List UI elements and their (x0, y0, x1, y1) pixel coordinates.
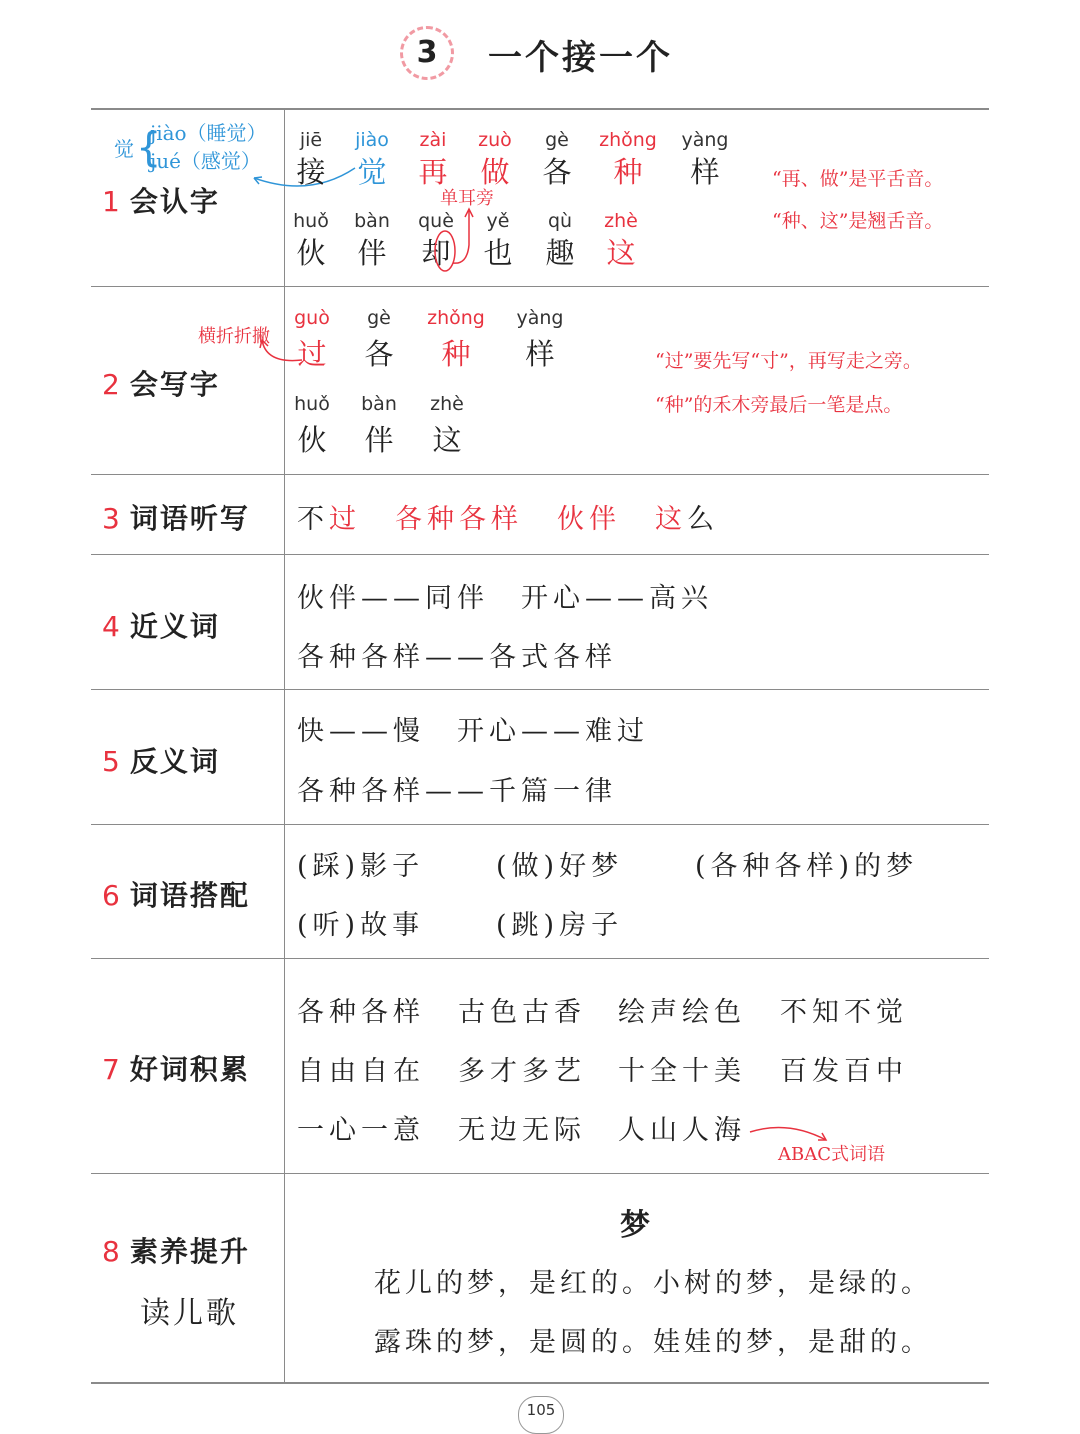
write-char-hanzi: 样 (525, 337, 555, 371)
recognize-char-hanzi: 种 (613, 155, 643, 189)
recognize-note-1: “再、做”是平舌音。 (772, 168, 944, 190)
good-word: 自由自在 (297, 1056, 425, 1087)
polyphone-char: 觉 (114, 137, 134, 161)
recognize-char-pinyin: què (418, 210, 454, 232)
polyphone-brace: { (136, 125, 162, 171)
recognize-char-pinyin: yě (486, 210, 510, 232)
rule-top (91, 108, 989, 110)
rule-bottom (91, 1382, 989, 1384)
good-word: 人山人海 (618, 1115, 746, 1146)
collocation-1: (踩)影子 (297, 851, 425, 882)
section-header-2: 2 会写字 (102, 368, 220, 401)
recognize-char-hanzi: 伙 (296, 236, 326, 270)
rule-7 (91, 1173, 989, 1174)
write-char-hanzi: 这 (432, 423, 462, 457)
section-header-7: 7 好词积累 (102, 1053, 250, 1086)
recognize-char-pinyin: zài (419, 129, 447, 151)
section-header-6: 6 词语搭配 (102, 879, 250, 912)
radical-note: 单耳旁 (440, 188, 494, 209)
lesson-number: 3 (416, 35, 438, 70)
rule-5 (91, 824, 989, 825)
rule-4 (91, 689, 989, 690)
collocation-5: (跳)房子 (496, 910, 624, 941)
recognize-char-hanzi: 做 (480, 155, 510, 189)
recognize-char-hanzi: 各 (542, 155, 572, 189)
good-word: 古色古香 (458, 997, 586, 1028)
stroke-note: 横折折撇 (198, 326, 270, 347)
dictation-word-4: 这么 (655, 504, 719, 535)
write-char-hanzi: 伙 (297, 423, 327, 457)
dictation-word-1: 不过 (297, 504, 361, 535)
poem-title: 梦 (620, 1208, 650, 1243)
rule-2 (91, 474, 989, 475)
collocation-3: (各种各样)的梦 (695, 851, 919, 882)
good-word: 一心一意 (297, 1115, 425, 1146)
section-header-1: 1 会认字 (102, 185, 220, 218)
recognize-note-2: “种、这”是翘舌音。 (772, 210, 944, 232)
write-char-hanzi: 过 (297, 337, 327, 371)
good-word: 各种各样 (297, 997, 425, 1028)
write-char-pinyin: zhǒng (427, 307, 485, 329)
good-word: 多才多艺 (458, 1056, 586, 1087)
write-note-2: “种”的禾木旁最后一笔是点。 (655, 394, 903, 416)
dictation-word-3: 伙伴 (557, 504, 621, 535)
write-char-pinyin: yàng (516, 307, 564, 329)
write-char-pinyin: gè (367, 307, 391, 329)
recognize-char-pinyin: bàn (354, 210, 390, 232)
recognize-char-hanzi: 样 (690, 155, 720, 189)
page-title: 一个接一个 (488, 38, 673, 78)
rule-6 (91, 958, 989, 959)
section-8-subtitle: 读儿歌 (140, 1296, 239, 1331)
recognize-char-pinyin: jiē (299, 129, 323, 151)
polyphone-reading-2: jué（感觉） (150, 149, 261, 173)
recognize-char-hanzi: 趣 (545, 236, 575, 270)
section-header-8: 8 素养提升 (102, 1235, 250, 1268)
recognize-char-pinyin: qù (547, 210, 573, 232)
write-char-pinyin: huǒ (294, 393, 330, 415)
recognize-char-hanzi: 也 (483, 236, 513, 270)
write-char-pinyin: zhè (430, 393, 464, 415)
write-char-hanzi: 伴 (364, 423, 394, 457)
recognize-char-hanzi: 接 (296, 155, 326, 189)
recognize-char-pinyin: zuò (478, 129, 512, 151)
recognize-char-pinyin: zhè (604, 210, 638, 232)
recognize-char-pinyin: yàng (681, 129, 729, 151)
rule-1 (91, 286, 989, 287)
abac-note: ABAC式词语 (778, 1144, 885, 1165)
good-word: 十全十美 (618, 1056, 746, 1087)
antonym-line-1: 快——慢 开心——难过 (297, 716, 649, 747)
recognize-char-hanzi: 觉 (357, 155, 387, 189)
good-word: 不知不觉 (780, 997, 908, 1028)
column-divider (284, 110, 285, 1382)
recognize-char-hanzi: 却 (421, 236, 451, 270)
recognize-char-pinyin: jiào (355, 129, 389, 151)
radical-arrow (425, 205, 485, 275)
stroke-arrow (258, 338, 318, 370)
lesson-badge (400, 26, 454, 80)
synonym-line-1: 伙伴——同伴 开心——高兴 (297, 583, 713, 614)
antonym-line-2: 各种各样——千篇一律 (297, 776, 617, 807)
collocation-2: (做)好梦 (496, 851, 624, 882)
recognize-char-pinyin: zhǒng (599, 129, 657, 151)
good-word: 绘声绘色 (618, 997, 746, 1028)
good-word: 无边无际 (458, 1115, 586, 1146)
dictation-word-2: 各种各样 (395, 504, 523, 535)
write-char-hanzi: 各 (364, 337, 394, 371)
good-word: 百发百中 (780, 1056, 908, 1087)
section-header-4: 4 近义词 (102, 610, 220, 643)
write-char-pinyin: guò (294, 307, 330, 329)
recognize-char-pinyin: gè (545, 129, 569, 151)
abac-arrow (748, 1122, 838, 1144)
write-char-hanzi: 种 (441, 337, 471, 371)
section-header-3: 3 词语听写 (102, 502, 250, 535)
poem-line-2: 露珠的梦，是圆的。娃娃的梦，是甜的。 (374, 1327, 932, 1358)
section-header-5: 5 反义词 (102, 745, 220, 778)
page-number: 105 (518, 1396, 564, 1434)
poem-line-1: 花儿的梦，是红的。小树的梦，是绿的。 (374, 1268, 932, 1299)
recognize-char-hanzi: 伴 (357, 236, 387, 270)
polyphone-reading-1: jiào（睡觉） (150, 121, 267, 145)
dictation-line (297, 497, 719, 536)
write-note-1: “过”要先写“寸”，再写走之旁。 (655, 350, 922, 372)
synonym-line-2: 各种各样——各式各样 (297, 642, 617, 673)
rule-3 (91, 554, 989, 555)
recognize-char-pinyin: huǒ (293, 210, 329, 232)
recognize-char-hanzi: 再 (418, 155, 448, 189)
collocation-4: (听)故事 (297, 910, 425, 941)
recognize-char-hanzi: 这 (606, 236, 636, 270)
write-char-pinyin: bàn (361, 393, 397, 415)
